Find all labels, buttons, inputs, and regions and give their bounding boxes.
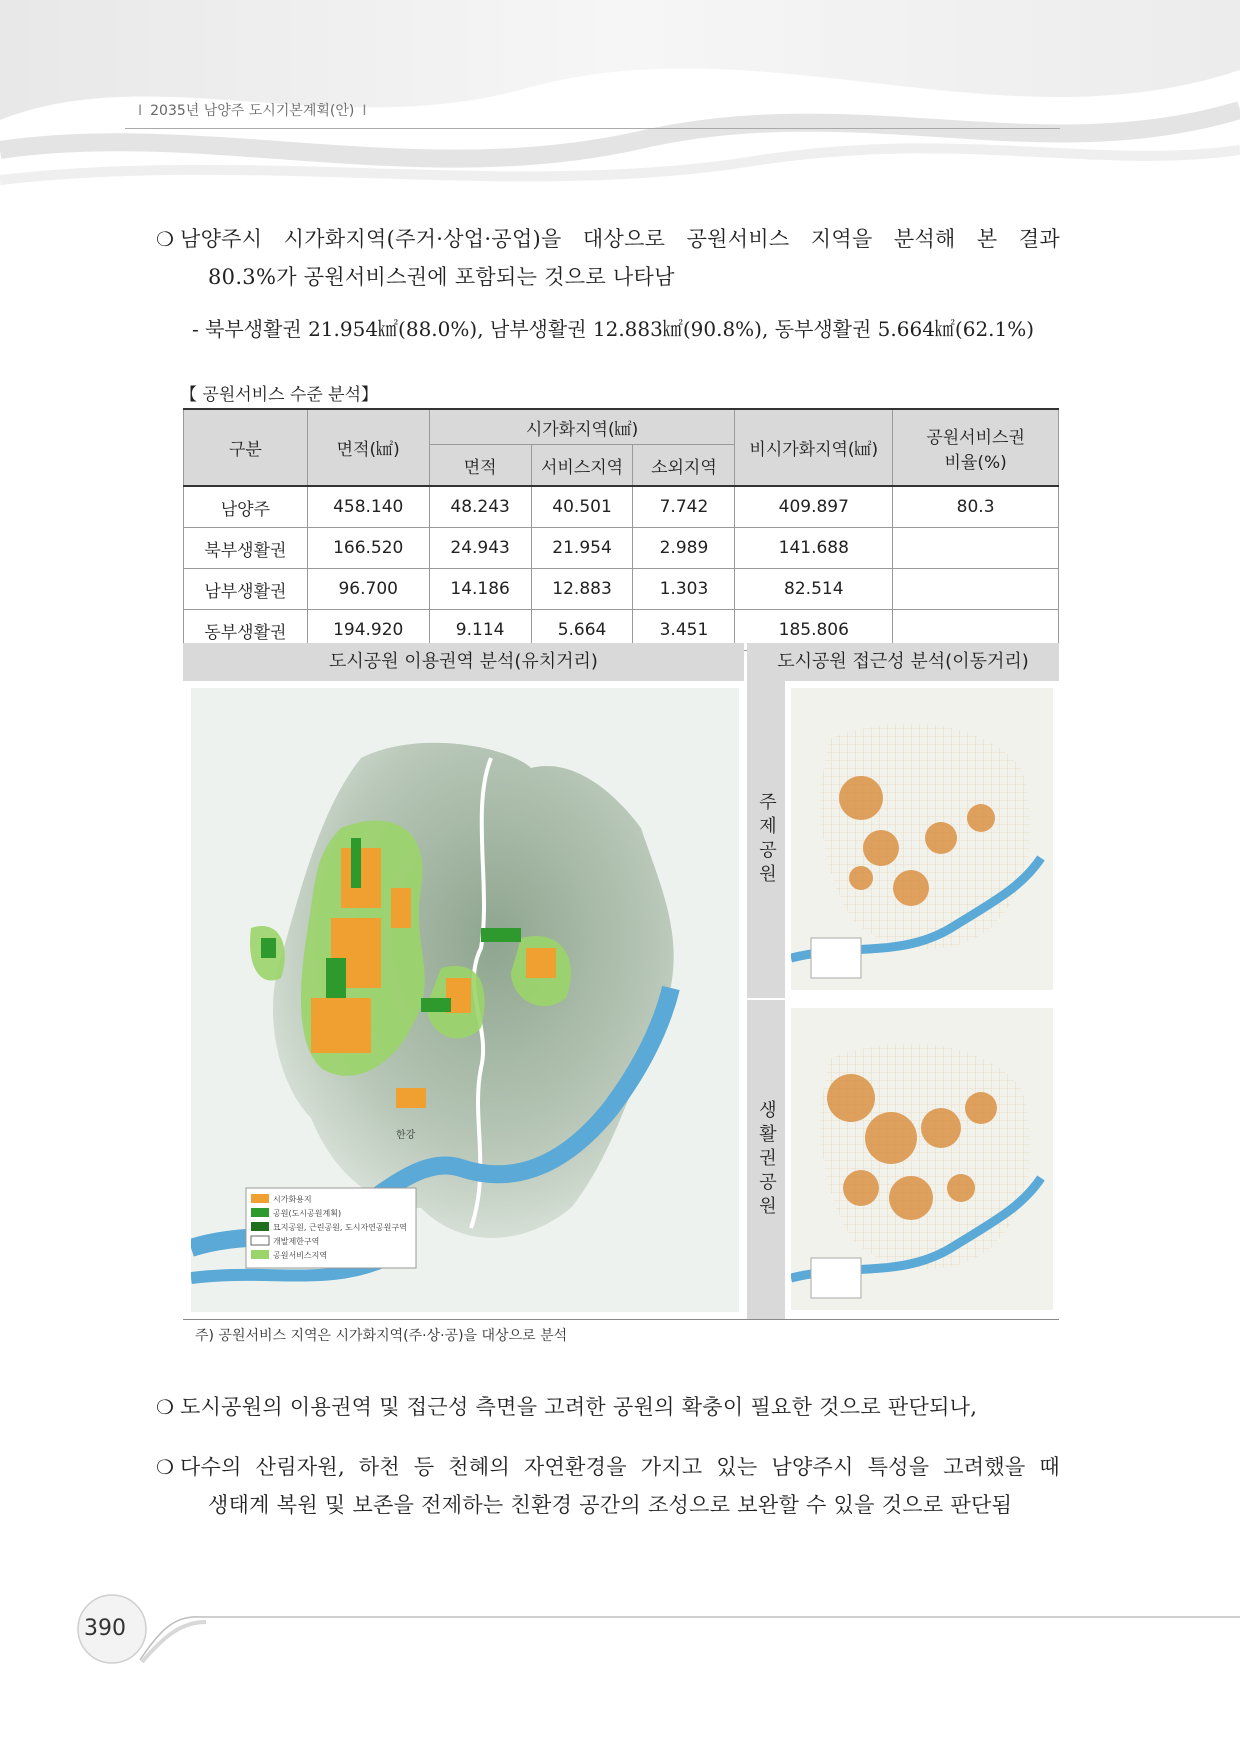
- paragraph-line: 남양주시 시가화지역(주거·상업·공업)을 대상으로 공원서비스 지역을 분석해 본 결과: [180, 227, 1060, 251]
- cell-service: 5.664: [531, 610, 633, 651]
- cell-ratio: 80.3: [893, 486, 1059, 528]
- sub-point: - 북부생활권 21.954㎢(88.0%), 남부생활권 12.883㎢(90.8%), 동부생활권 5.664㎢(62.1%): [192, 317, 1035, 341]
- legend-label: 개발제한구역: [273, 1237, 320, 1246]
- table-row: [184, 486, 1059, 528]
- map-note: 주) 공원서비스 지역은 시가화지역(주·상·공)을 대상으로 분석: [195, 1328, 568, 1344]
- cell-service: 40.501: [531, 486, 633, 528]
- cell-non-urban: 409.897: [735, 486, 893, 528]
- legend-label: 공원서비스지역: [273, 1251, 328, 1260]
- cell-area: 96.700: [307, 569, 429, 610]
- side-label-neighborhood-park: [747, 1000, 785, 1319]
- bullet-icon: ❍: [156, 1395, 175, 1419]
- header-urban-area: 면적: [429, 445, 531, 487]
- legend-label: 묘지공원, 근린공원, 도시자연공원구역: [273, 1223, 407, 1232]
- cell-area: 166.520: [307, 528, 429, 569]
- cell-area: 458.140: [307, 486, 429, 528]
- cell-ratio: [893, 528, 1059, 569]
- side-label-theme-park: [747, 681, 785, 998]
- bullet-icon: ❍: [156, 1455, 175, 1479]
- cell-urban-area: 24.943: [429, 528, 531, 569]
- map-title-service-range: 도시공원 이용권역 분석(유치거리): [183, 643, 744, 681]
- map-panel: [183, 643, 1059, 1320]
- header-ratio: [893, 409, 1059, 486]
- cell-excluded: 1.303: [633, 569, 735, 610]
- paragraph-line: 80.3%가 공원서비스권에 포함되는 것으로 나타남: [208, 265, 675, 289]
- park-service-table: [183, 408, 1059, 651]
- side-label-text: 생활권공원: [756, 1099, 777, 1220]
- bullet-icon: ❍: [156, 227, 175, 251]
- footer-decoration: [0, 1590, 1240, 1680]
- paragraph-line: 다수의 산림자원, 하천 등 천혜의 자연환경을 가지고 있는 남양주시 특성을 고려했을 때: [180, 1455, 1060, 1479]
- cell-urban-area: 9.114: [429, 610, 531, 651]
- cell-excluded: 2.989: [633, 528, 735, 569]
- header-rule: [125, 128, 1060, 129]
- document-title: 2035년 남양주 도시기본계획(안): [150, 103, 355, 119]
- cell-service: 21.954: [531, 528, 633, 569]
- header-division: 구분: [184, 409, 308, 486]
- cell-service: 12.883: [531, 569, 633, 610]
- paragraph-analysis: [156, 220, 1060, 296]
- cell-non-urban: 185.806: [735, 610, 893, 651]
- cell-name: 남양주: [184, 486, 308, 528]
- theme-park-accessibility-map: [791, 688, 1053, 990]
- cell-name: 북부생활권: [184, 528, 308, 569]
- service-range-map: [191, 688, 739, 1312]
- header-ratio-line: 비율(%): [944, 452, 1007, 473]
- running-header: I 2035년 남양주 도시기본계획(안) I: [138, 103, 367, 119]
- header-excluded: 소외지역: [633, 445, 735, 487]
- table-row: [184, 569, 1059, 610]
- header-urban: 시가화지역(㎢): [429, 409, 735, 445]
- side-label-text: 주제공원: [756, 791, 777, 888]
- legend-label: 시가화용지: [273, 1195, 312, 1204]
- cell-excluded: 3.451: [633, 610, 735, 651]
- table-row: [184, 528, 1059, 569]
- legend-label: 공원(도시공원계획): [273, 1209, 342, 1218]
- neighborhood-park-accessibility-map: [791, 1008, 1053, 1310]
- cell-urban-area: 48.243: [429, 486, 531, 528]
- cell-excluded: 7.742: [633, 486, 735, 528]
- header-non-urban: 비시가화지역(㎢): [735, 409, 893, 486]
- cell-non-urban: 141.688: [735, 528, 893, 569]
- cell-urban-area: 14.186: [429, 569, 531, 610]
- page-number: 390: [84, 1616, 126, 1641]
- header-ratio-line: 공원서비스권: [926, 427, 1025, 448]
- cell-name: 동부생활권: [184, 610, 308, 651]
- cell-ratio: [893, 569, 1059, 610]
- cell-area: 194.920: [307, 610, 429, 651]
- paragraph-line: 도시공원의 이용권역 및 접근성 측면을 고려한 공원의 확충이 필요한 것으로 판단되나,: [180, 1395, 978, 1419]
- map-place-label: 한강: [396, 1130, 416, 1141]
- paragraph-conclusion-2: [156, 1448, 1060, 1524]
- table-caption: 【 공원서비스 수준 분석】: [180, 385, 379, 405]
- map-title-accessibility: 도시공원 접근성 분석(이동거리): [747, 643, 1059, 681]
- cell-name: 남부생활권: [184, 569, 308, 610]
- header-service: 서비스지역: [531, 445, 633, 487]
- header-area: 면적(㎢): [307, 409, 429, 486]
- cell-non-urban: 82.514: [735, 569, 893, 610]
- paragraph-line: 생태계 복원 및 보존을 전제하는 친환경 공간의 조성으로 보완할 수 있을 것으로 판단됨: [208, 1493, 1013, 1517]
- paragraph-conclusion-1: [156, 1388, 1060, 1426]
